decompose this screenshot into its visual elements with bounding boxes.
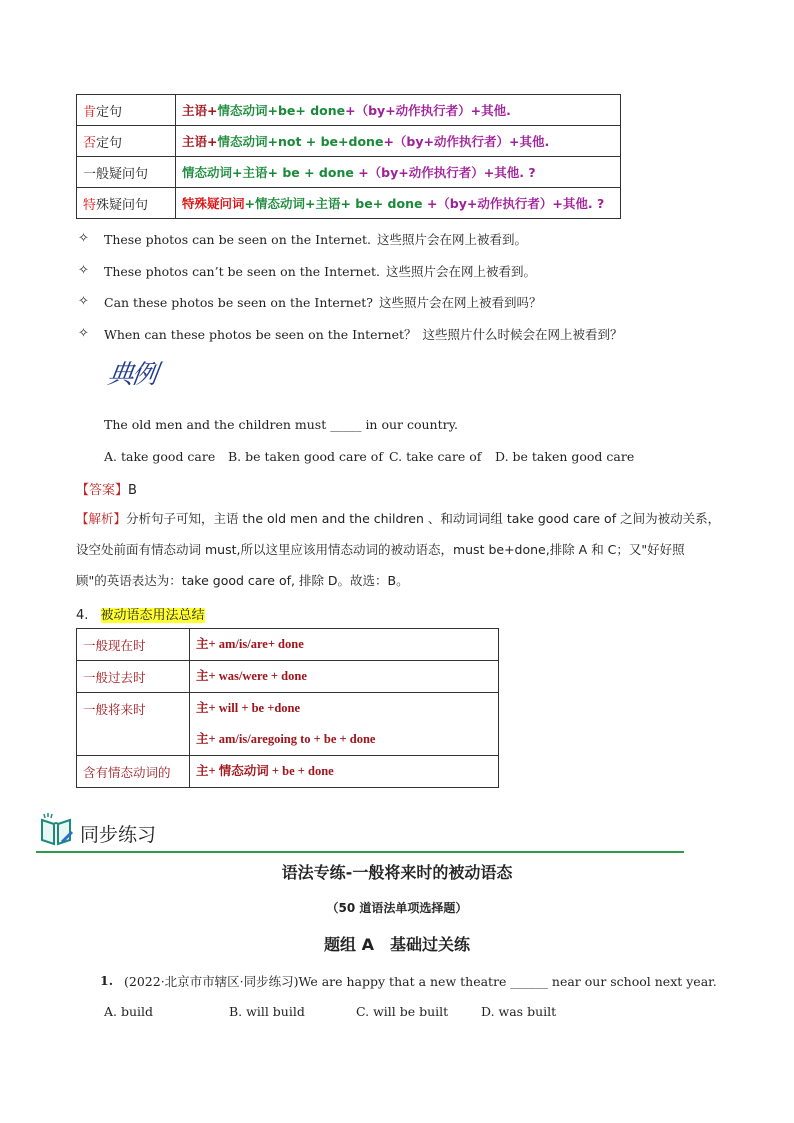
tense-name: 含有情态动词的 — [77, 756, 190, 788]
table1-row-label — [77, 157, 176, 188]
analysis-line3: 顾"的英语表达为：take good care of, 排除 D。故选：B。 — [76, 573, 409, 588]
formula-part: +not + be+done — [267, 134, 384, 149]
table1-row — [77, 95, 621, 126]
practice-title: 语法专练-一般将来时的被动语态 — [281, 863, 513, 882]
table1-row-label — [77, 188, 176, 219]
formula-part: +（by+动作执行者）+其他. — [383, 134, 550, 149]
analysis — [76, 503, 736, 596]
tense-name: 一般将来时 — [77, 693, 190, 756]
formula-part: +be+ done — [267, 103, 346, 118]
formula-line: 主+ 情态动词 + be + done — [196, 764, 334, 778]
bullet-icon: ✧ — [78, 263, 89, 278]
table1-row-formula — [176, 126, 621, 157]
example-en: These photos can be seen on the Internet. — [104, 232, 371, 247]
practice-subtitle: （50 道语法单项选择题） — [326, 901, 468, 915]
group-title: 题组 A 基础过关练 — [324, 935, 470, 954]
table1-row — [77, 188, 621, 219]
label-rest: 定句 — [96, 104, 123, 120]
answer-value: B — [128, 483, 137, 498]
q1-number: 1. — [100, 973, 114, 988]
section-4-title: 被动语态用法总结 — [100, 608, 205, 623]
formula-part: +（by+动作执行者）+其他. ? — [422, 196, 605, 211]
example-sentence — [104, 293, 542, 311]
tense-formula — [190, 756, 499, 788]
table2-row — [77, 756, 499, 788]
example-logo — [105, 354, 158, 391]
table1-row-formula — [176, 95, 621, 126]
formula-part: 情态动词 — [217, 134, 268, 149]
example-cn: 这些照片会在网上被看到。 — [377, 232, 528, 247]
formula-part: +情态动词+ — [244, 196, 316, 211]
table1-row-formula — [176, 157, 621, 188]
example-cn: 这些照片什么时候会在网上被看到？ — [422, 327, 623, 342]
tense-name: 一般现在时 — [77, 629, 190, 661]
bullet-icon: ✧ — [78, 326, 89, 341]
table1-row-label — [77, 95, 176, 126]
tense-formula — [190, 693, 499, 756]
section-4-number: 4. — [76, 608, 89, 623]
formula-part: 主语+ — [182, 134, 218, 149]
example-sentence — [104, 325, 623, 343]
bullet-icon: ✧ — [78, 294, 89, 309]
q1-stem: (2022·北京市市辖区·同步练习)We are happy that a new theatre ______ near our school next year. — [124, 974, 717, 989]
example-sentence — [104, 262, 536, 280]
table2-row — [77, 661, 499, 693]
formula-line: 主+ am/is/aregoing to + be + done — [196, 732, 376, 746]
question-stem: The old men and the children must _____ in our country. — [104, 417, 458, 432]
formula-line: 主+ was/were + done — [196, 669, 307, 683]
answer — [76, 479, 137, 498]
example-logo-text: 典例 — [105, 360, 158, 390]
bullet-icon: ✧ — [78, 231, 89, 246]
table2-row — [77, 693, 499, 756]
table1-row — [77, 126, 621, 157]
label-first-char: 特 — [83, 197, 97, 213]
q1-option-d: D. was built — [481, 1004, 557, 1019]
tense-formula — [190, 629, 499, 661]
table1-row-label — [77, 126, 176, 157]
label-rest: 一般疑问句 — [83, 166, 149, 182]
example-cn: 这些照片会在网上被看到。 — [386, 264, 537, 279]
label-first-char: 肯 — [83, 104, 97, 120]
practice-header-text: 同步练习 — [80, 824, 157, 846]
formula-part: 主语+ be+ done — [315, 196, 423, 211]
formula-line: 主+ am/is/are+ done — [196, 637, 304, 651]
analysis-line2: 设空处前面有情态动词 must,所以这里应该用情态动词的被动语态，must be+done,排除 A 和 C；又"好好照 — [76, 542, 685, 557]
answer-label: 【答案】 — [76, 483, 129, 498]
analysis-line1: 分析句子可知，主语 the old men and the children 、和动词词组 take good care of 之间为被动关系， — [126, 511, 721, 526]
practice-divider — [36, 851, 684, 853]
formula-part: +主语+ be + done — [232, 165, 354, 180]
example-en: When can these photos be seen on the Internet？ — [104, 327, 417, 342]
formula-part: 特殊疑问词 — [182, 196, 245, 211]
table1-row-formula — [176, 188, 621, 219]
label-first-char: 否 — [83, 135, 97, 151]
section-4-heading — [76, 604, 205, 623]
practice-header — [38, 812, 74, 851]
example-cn: 这些照片会在网上被看到吗？ — [378, 295, 542, 310]
formula-part: 情态动词 — [217, 103, 268, 118]
example-sentence — [104, 230, 527, 248]
analysis-label: 【解析】 — [76, 511, 127, 526]
example-en: Can these photos be seen on the Internet? — [104, 295, 373, 310]
example-en: These photos can’t be seen on the Internet. — [104, 264, 380, 279]
option-a: A. take good care — [104, 449, 216, 464]
modal-passive-table — [76, 94, 621, 219]
formula-part: +（by+动作执行者）+其他. — [345, 103, 511, 118]
option-d: D. be taken good care — [495, 449, 635, 464]
tense-formula — [190, 661, 499, 693]
table2-row — [77, 629, 499, 661]
tense-name: 一般过去时 — [77, 661, 190, 693]
q1-option-b: B. will build — [229, 1004, 305, 1019]
formula-part: 主语+ — [182, 103, 218, 118]
q1-option-c: C. will be built — [356, 1004, 449, 1019]
label-rest: 定句 — [96, 135, 123, 151]
option-c: C. take care of — [389, 449, 482, 464]
formula-part: +（by+动作执行者）+其他. ? — [353, 165, 536, 180]
formula-line: 主+ will + be +done — [196, 701, 301, 715]
table1-row — [77, 157, 621, 188]
book-icon — [38, 812, 74, 848]
label-rest: 殊疑问句 — [96, 197, 149, 213]
formula-part: 情态动词 — [182, 165, 233, 180]
q1-option-a: A. build — [104, 1004, 154, 1019]
option-b: B. be taken good care of — [228, 449, 383, 464]
passive-summary-table — [76, 628, 499, 788]
